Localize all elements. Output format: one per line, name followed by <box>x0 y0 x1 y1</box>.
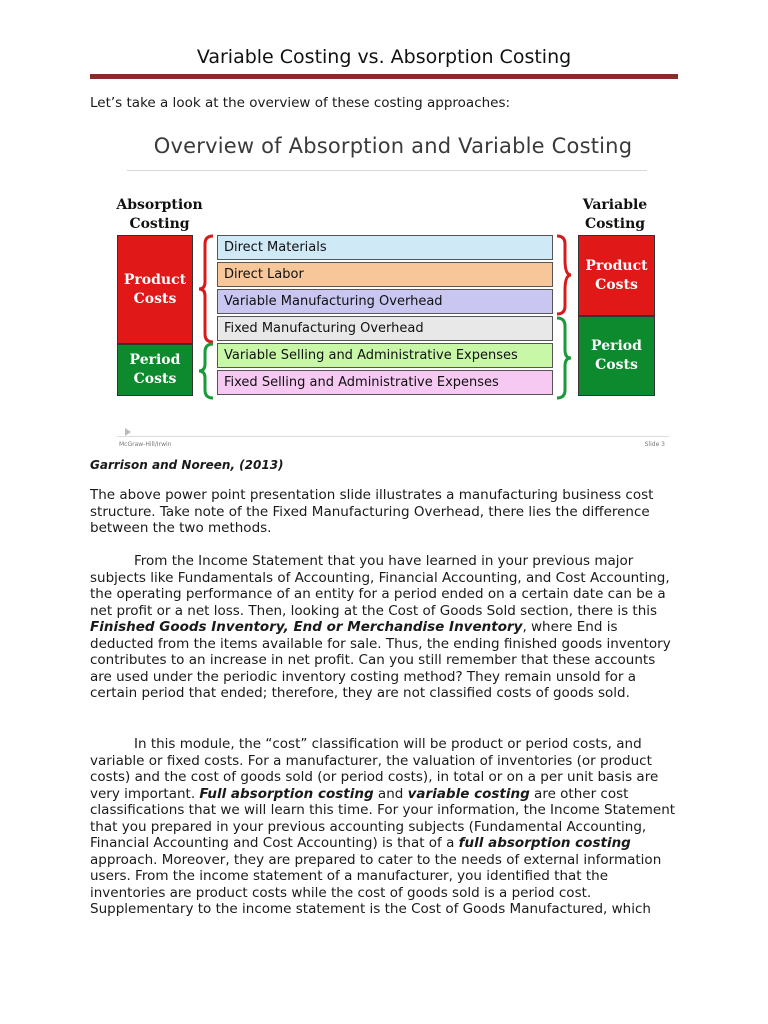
citation: Garrison and Noreen, (2013) <box>90 458 284 472</box>
paragraph-3-text-c: are other cost classifications that we will learn this time. For your information, the Income Statement that you prepared in your previous accounting subjects (Fundamental Accounting, Financial Accounting and Cost Accounting) is that of a <box>90 785 676 851</box>
cost-row: Fixed Manufacturing Overhead <box>217 316 553 341</box>
paragraph-3 <box>90 736 680 918</box>
variable-product-line2: Costs <box>595 276 638 293</box>
variable-heading-line1: Variable <box>582 197 648 213</box>
document-title: Variable Costing vs. Absorption Costing <box>196 46 572 68</box>
variable-heading-line2: Costing <box>584 216 646 232</box>
cost-row: Direct Materials <box>217 235 553 260</box>
absorption-product-line1: Product <box>123 271 187 288</box>
paragraph-3-text-b: and <box>373 785 408 802</box>
right-product-brace-icon <box>557 236 571 314</box>
absorption-product-line2: Costs <box>133 290 177 307</box>
paragraph-3-text-d: approach. Moreover, they are prepared to cater to the needs of external information users. From the income statement of a manufacturer, you identified that the inventories are product costs while the cost of goods sold is a period cost. Supplementary to the income statement is the Cost of Goods Manufactured, which <box>90 851 662 917</box>
paragraph-1: The above power point presentation slide illustrates a manufacturing business cost structure. Take note of the Fixed Manufacturing Overhead, there lies the difference between the two methods. <box>90 487 654 536</box>
left-period-brace-icon <box>199 344 213 398</box>
title-rule <box>90 74 678 79</box>
cost-row: Variable Selling and Administrative Expenses <box>217 343 553 368</box>
cost-row: Direct Labor <box>217 262 553 287</box>
absorption-heading-line1: Absorption <box>116 197 203 213</box>
slide-footer-publisher: McGraw-Hill/Irwin <box>119 441 172 448</box>
right-period-brace-icon <box>557 318 571 398</box>
absorption-heading-line2: Costing <box>129 216 190 232</box>
paragraph-2 <box>90 553 680 702</box>
paragraph-2-text-b: , where End is deducted from the items available for sale. Thus, the ending finished goods inventory contributes to an increase in net profit. Can you still remember that these accounts are used under the periodic inventory costing method? They remain unsold for a certain period that ended; therefore, they are not classified costs of goods sold. <box>90 619 671 701</box>
cost-row: Fixed Selling and Administrative Expenses <box>217 370 553 395</box>
variable-period-line2: Costs <box>595 357 638 373</box>
paragraph-2-emphasis: Finished Goods Inventory, End or Merchandise Inventory <box>90 619 523 635</box>
overview-slide <box>113 128 673 455</box>
cost-row: Variable Manufacturing Overhead <box>217 289 553 314</box>
slide-nav-arrow-icon <box>125 428 131 436</box>
paragraph-2-text-a: From the Income Statement that you have learned in your previous major subjects like Fundamentals of Accounting, Financial Accounting, and Cost Accounting, the operating performance of an entity for a period ended on a certain date can be a net profit or a net loss. Then, looking at the Cost of Goods Sold section, there is this <box>90 553 670 619</box>
paragraph-3-emphasis-1: Full absorption costing <box>199 785 374 802</box>
variable-period-line1: Period <box>591 338 642 354</box>
slide-footer-number: Slide 3 <box>644 441 665 448</box>
paragraph-3-text-a: In this module, the “cost” classification will be product or period costs, and variable or fixed costs. For a manufacturer, the valuation of inventories (or product costs) and the cost of goods sold (or period costs), in total or on a per unit basis are very important. <box>90 736 659 802</box>
absorption-period-line1: Period <box>129 352 181 368</box>
intro-text: Let’s take a look at the overview of these costing approaches: <box>90 95 511 111</box>
slide-footer <box>117 436 669 451</box>
slide-title: Overview of Absorption and Variable Costing <box>153 134 633 158</box>
absorption-period-line2: Costs <box>133 371 177 387</box>
variable-product-line1: Product <box>585 257 648 274</box>
paragraph-3-emphasis-3: full absorption costing <box>458 835 631 851</box>
left-product-brace-icon <box>199 236 213 342</box>
paragraph-3-emphasis-2: variable costing <box>407 785 530 802</box>
